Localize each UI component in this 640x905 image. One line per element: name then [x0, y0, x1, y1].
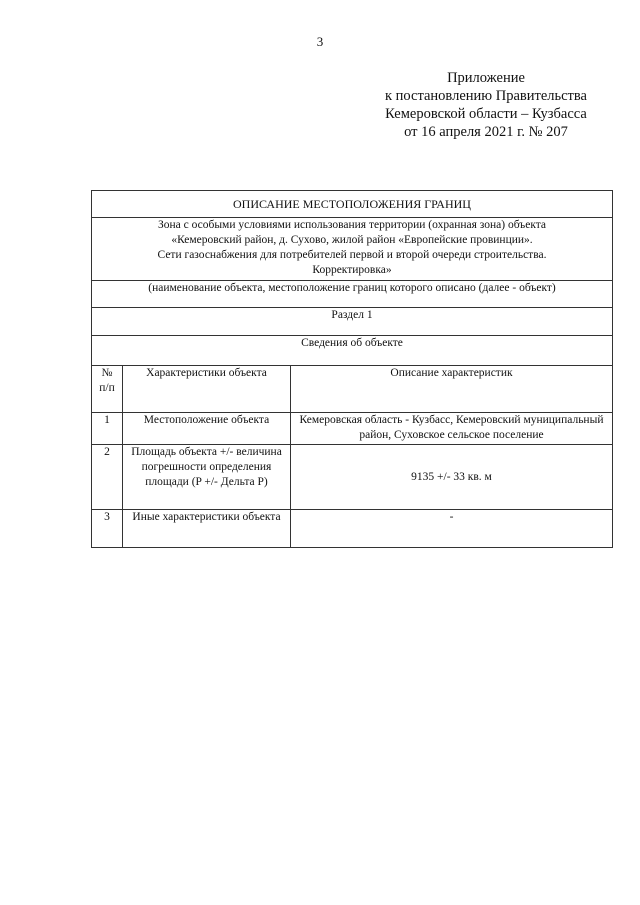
row-num: 3 — [92, 510, 123, 548]
table-header-row — [92, 366, 613, 413]
section-title: Сведения об объекте — [92, 336, 613, 366]
row-num: 1 — [92, 413, 123, 445]
table-row — [92, 413, 613, 445]
appendix-line: от 16 апреля 2021 г. № 207 — [404, 124, 568, 140]
row-num: 2 — [92, 445, 123, 510]
row-characteristic: Площадь объекта +/- величина погрешности определения площади (P +/- Дельта P) — [123, 445, 291, 510]
object-description-line: «Кемеровский район, д. Сухово, жилой район «Европейские провинции». — [171, 234, 533, 246]
appendix-line: Приложение — [447, 70, 525, 86]
header-characteristic: Характеристики объекта — [123, 366, 291, 413]
row-characteristic: Местоположение объекта — [123, 413, 291, 445]
object-description-line: Сети газоснабжения для потребителей первой и второй очереди строительства. — [157, 249, 547, 261]
table-row — [92, 445, 613, 510]
table-row — [92, 510, 613, 548]
appendix-line: к постановлению Правительства — [385, 88, 587, 104]
header-description: Описание характеристик — [291, 366, 613, 413]
appendix-line: Кемеровской области – Кузбасса — [385, 106, 587, 122]
row-description: - — [291, 510, 613, 548]
appendix-header — [380, 69, 592, 141]
header-num: № п/п — [92, 366, 123, 413]
object-description-line: Зона с особыми условиями использования территории (охранная зона) объекта — [157, 219, 547, 231]
description-title: ОПИСАНИЕ МЕСТОПОЛОЖЕНИЯ ГРАНИЦ — [92, 191, 613, 218]
row-characteristic: Иные характеристики объекта — [123, 510, 291, 548]
page-number: 3 — [316, 34, 324, 49]
object-description-line: Корректировка» — [312, 264, 392, 276]
object-description — [92, 218, 613, 281]
row-description: 9135 +/- 33 кв. м — [291, 445, 613, 510]
row-description: Кемеровская область - Кузбасс, Кемеровский муниципальный район, Суховское сельское поселение — [291, 413, 613, 445]
boundary-description-table — [91, 190, 613, 548]
section-label: Раздел 1 — [92, 308, 613, 336]
object-name-note: (наименование объекта, местоположение границ которого описано (далее - объект) — [92, 281, 613, 308]
